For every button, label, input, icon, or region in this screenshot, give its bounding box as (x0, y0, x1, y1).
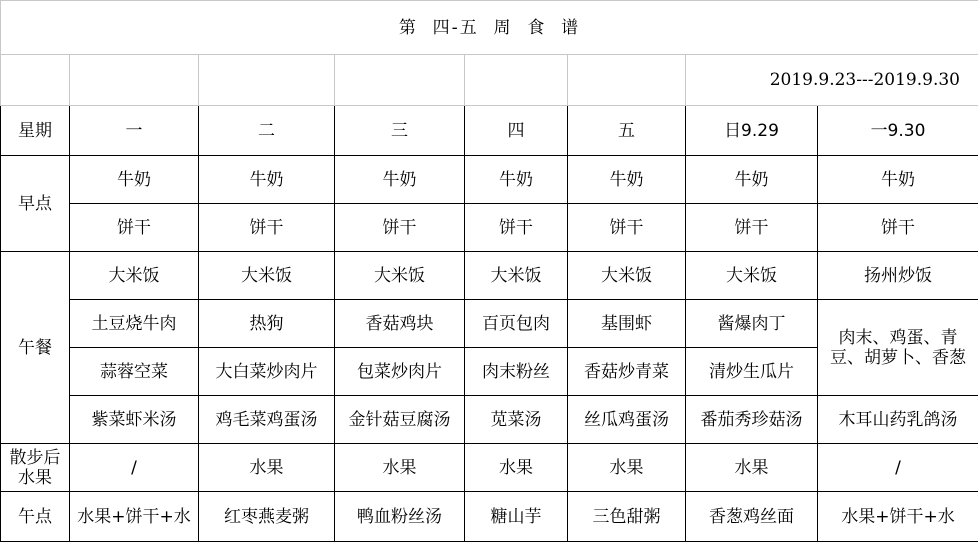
weekday-header: 五 (568, 106, 686, 156)
menu-cell: 水果 (335, 444, 465, 492)
menu-cell: 肉末粉丝 (465, 348, 568, 396)
weekday-header: 日9.29 (686, 106, 818, 156)
menu-cell: 大白菜炒肉片 (199, 348, 335, 396)
menu-title-text: 第 四-五 周 食 谱 (399, 18, 580, 38)
menu-cell: 大米饭 (568, 252, 686, 300)
menu-cell: 水果+饼干+水 (818, 492, 978, 542)
menu-cell: 包菜炒肉片 (335, 348, 465, 396)
menu-cell: 百页包肉 (465, 300, 568, 348)
menu-cell: 丝瓜鸡蛋汤 (568, 396, 686, 444)
menu-cell: 基围虾 (568, 300, 686, 348)
menu-cell: 红枣燕麦粥 (199, 492, 335, 542)
lunch-label: 午餐 (1, 252, 70, 444)
menu-cell: 香葱鸡丝面 (686, 492, 818, 542)
menu-cell: 大米饭 (335, 252, 465, 300)
menu-cell: 饼干 (335, 204, 465, 252)
menu-cell: 水果+饼干+水 (70, 492, 199, 542)
menu-cell: 糖山芋 (465, 492, 568, 542)
menu-cell: 牛奶 (199, 156, 335, 204)
menu-cell: 木耳山药乳鸽汤 (818, 396, 978, 444)
menu-cell: 热狗 (199, 300, 335, 348)
menu-cell: 金针菇豆腐汤 (335, 396, 465, 444)
menu-cell: 牛奶 (70, 156, 199, 204)
menu-cell: 牛奶 (686, 156, 818, 204)
fruit-label-line2: 水果 (1, 468, 69, 488)
breakfast-label: 早点 (1, 156, 70, 252)
menu-cell: 鸭血粉丝汤 (335, 492, 465, 542)
weekday-header: 三 (335, 106, 465, 156)
blank-cell (335, 55, 465, 106)
menu-cell: 香菇鸡块 (335, 300, 465, 348)
menu-cell: 水果 (568, 444, 686, 492)
menu-cell: 番茄秀珍菇汤 (686, 396, 818, 444)
snack-label: 午点 (1, 492, 70, 542)
weekday-header: 四 (465, 106, 568, 156)
blank-cell (465, 55, 568, 106)
menu-cell: 苋菜汤 (465, 396, 568, 444)
menu-cell: / (818, 444, 978, 492)
blank-cell (1, 55, 70, 106)
menu-cell: 牛奶 (465, 156, 568, 204)
menu-cell: 紫菜虾米汤 (70, 396, 199, 444)
menu-cell: 水果 (465, 444, 568, 492)
menu-cell: 牛奶 (818, 156, 978, 204)
blank-cell (199, 55, 335, 106)
weekday-label: 星期 (1, 106, 70, 156)
menu-cell: 牛奶 (335, 156, 465, 204)
menu-cell: 大米饭 (465, 252, 568, 300)
menu-title (1, 1, 978, 55)
menu-cell-merged: 肉末、鸡蛋、青豆、胡萝卜、香葱 (818, 300, 978, 396)
menu-cell: 大米饭 (686, 252, 818, 300)
blank-cell (70, 55, 199, 106)
menu-cell: 香菇炒青菜 (568, 348, 686, 396)
menu-cell: 大米饭 (70, 252, 199, 300)
menu-cell: 水果 (686, 444, 818, 492)
menu-cell: 酱爆肉丁 (686, 300, 818, 348)
weekday-header: 二 (199, 106, 335, 156)
menu-cell: 饼干 (686, 204, 818, 252)
menu-cell: 水果 (199, 444, 335, 492)
fruit-label-line1: 散步后 (1, 448, 69, 468)
weekday-header: 一9.30 (818, 106, 978, 156)
menu-cell: 饼干 (199, 204, 335, 252)
fruit-label (1, 444, 70, 492)
menu-cell: 蒜蓉空菜 (70, 348, 199, 396)
date-range: 2019.9.23---2019.9.30 (686, 55, 978, 106)
menu-cell: 大米饭 (199, 252, 335, 300)
menu-cell: 牛奶 (568, 156, 686, 204)
weekday-header: 一 (70, 106, 199, 156)
menu-cell: 土豆烧牛肉 (70, 300, 199, 348)
menu-cell: 饼干 (70, 204, 199, 252)
menu-cell: 清炒生瓜片 (686, 348, 818, 396)
menu-cell: 鸡毛菜鸡蛋汤 (199, 396, 335, 444)
menu-cell: 饼干 (465, 204, 568, 252)
blank-cell (568, 55, 686, 106)
menu-cell: 三色甜粥 (568, 492, 686, 542)
menu-cell: 饼干 (568, 204, 686, 252)
menu-cell: / (70, 444, 199, 492)
menu-cell: 扬州炒饭 (818, 252, 978, 300)
menu-cell: 饼干 (818, 204, 978, 252)
